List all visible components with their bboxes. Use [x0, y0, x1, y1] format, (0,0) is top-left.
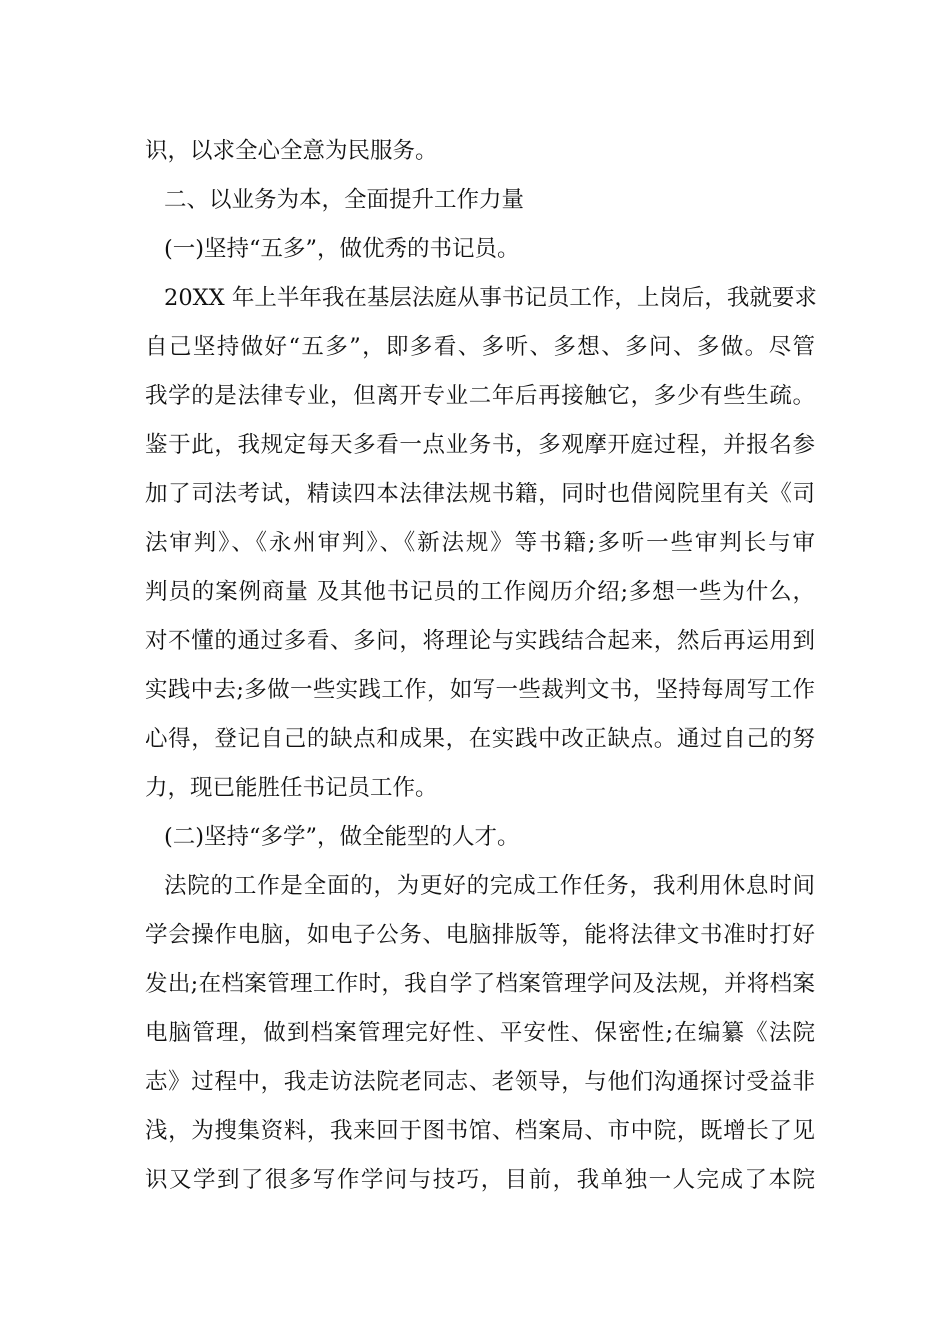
text-line: 志》过程中，我走访法院老同志、老领导，与他们沟通探讨受益非: [145, 1069, 815, 1095]
text-line: 心得，登记自己的缺点和成果，在实践中改正缺点。通过自己的努: [145, 726, 815, 752]
text-line: 加了司法考试，精读四本法律法规书籍，同时也借阅院里有关《司: [145, 481, 815, 507]
text-line: 20XX 年上半年我在基层法庭从事书记员工作，上岗后，我就要求: [164, 285, 817, 311]
subsection-heading: (一)坚持“五多”，做优秀的书记员。: [164, 236, 520, 262]
text-line: 判员的案例商量 及其他书记员的工作阅历介绍;多想一些为什么，: [145, 579, 815, 605]
text-line: 实践中去;多做一些实践工作，如写一些裁判文书，坚持每周写工作: [145, 677, 815, 703]
text-line: 力，现已能胜任书记员工作。: [145, 775, 438, 801]
text-line: 电脑管理，做到档案管理完好性、平安性、保密性;在编纂《法院: [145, 1020, 815, 1046]
text-line: 自己坚持做好“五多”，即多看、多听、多想、多问、多做。尽管: [145, 334, 815, 360]
text-line: 法审判》、《永州审判》、《新法规》等书籍;多听一些审判长与审: [145, 530, 815, 556]
text-line: 对不懂的通过多看、多问，将理论与实践结合起来，然后再运用到: [145, 628, 815, 654]
text-line: 学会操作电脑，如电子公务、电脑排版等，能将法律文书准时打好: [145, 922, 815, 948]
section-heading: 二、以业务为本，全面提升工作力量: [164, 187, 525, 213]
text-line: 浅，为搜集资料，我来回于图书馆、档案局、市中院，既增长了见: [145, 1118, 815, 1144]
subsection-heading: (二)坚持“多学”，做全能型的人才。: [164, 824, 520, 850]
text-line: 法院的工作是全面的，为更好的完成工作任务，我利用休息时间: [164, 873, 815, 899]
text-line: 识又学到了很多写作学问与技巧，目前，我单独一人完成了本院: [145, 1167, 815, 1193]
text-line: 识，以求全心全意为民服务。: [145, 138, 438, 164]
text-line: 发出;在档案管理工作时，我自学了档案管理学问及法规，并将档案: [145, 971, 815, 997]
text-line: 鉴于此，我规定每天多看一点业务书，多观摩开庭过程，并报名参: [145, 432, 815, 458]
text-line: 我学的是法律专业，但离开专业二年后再接触它，多少有些生疏。: [145, 383, 815, 409]
